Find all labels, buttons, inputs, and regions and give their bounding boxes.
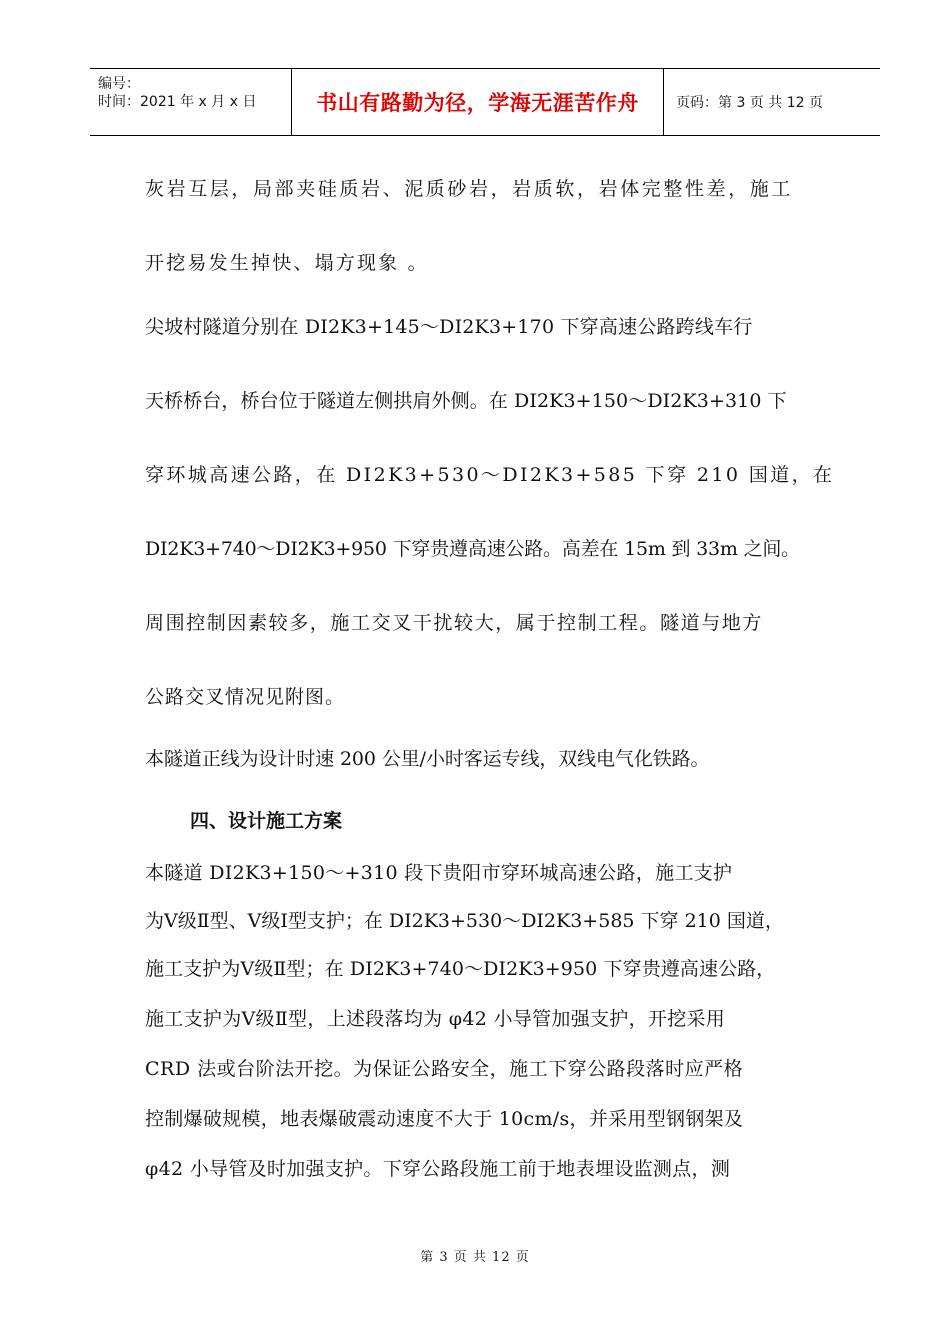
serial-number-label: 编号： — [98, 76, 140, 92]
paragraph-line: 穿环城高速公路，在 DI2K3+530～DI2K3+585 下穿 210 国道，在 — [145, 464, 835, 486]
header-page-number: 页码：第 3 页 共 12 页 — [676, 95, 823, 111]
paragraph-line: 本隧道正线为设计时速 200 公里/小时客运专线，双线电气化铁路。 — [145, 748, 710, 770]
section-line: 施工支护为Ⅴ级Ⅱ型，上述段落均为 φ42 小导管加强支护，开挖采用 — [145, 1008, 726, 1030]
paragraph-line: 公路交叉情况见附图。 — [145, 686, 346, 708]
header-motto: 书山有路勤为径，学海无涯苦作舟 — [316, 91, 639, 115]
header-motto-cell — [292, 69, 664, 135]
section-line: 为Ⅴ级Ⅱ型、Ⅴ级Ⅰ型支护；在 DI2K3+530～DI2K3+585 下穿 210 国道， — [145, 910, 784, 932]
paragraph-line: 开挖易发生掉快、塌方现象 。 — [145, 252, 429, 274]
header-page-cell — [664, 69, 880, 135]
page-header — [90, 68, 880, 136]
paragraph-line: 天桥桥台，桥台位于隧道左侧拱肩外侧。在 DI2K3+150～DI2K3+310 下 — [145, 390, 787, 412]
section-heading: 四、设计施工方案 — [190, 810, 343, 832]
section-line: CRD 法或台阶法开挖。为保证公路安全，施工下穿公路段落时应严格 — [145, 1058, 744, 1080]
paragraph-line: 尖坡村隧道分别在 DI2K3+145～DI2K3+170 下穿高速公路跨线车行 — [145, 316, 753, 338]
section-line: 本隧道 DI2K3+150～+310 段下贵阳市穿环城高速公路，施工支护 — [145, 862, 733, 884]
section-line: 控制爆破规模，地表爆破震动速度不大于 10cm/s，并采用型钢钢架及 — [145, 1108, 744, 1130]
paragraph-line: 周围控制因素较多，施工交叉干扰较大，属于控制工程。隧道与地方 — [145, 612, 764, 634]
header-meta — [90, 69, 292, 135]
page-footer: 第 3 页 共 12 页 — [420, 1250, 530, 1265]
section-line: 施工支护为Ⅴ级Ⅱ型；在 DI2K3+740～DI2K3+950 下穿贵遵高速公路， — [145, 958, 776, 980]
section-line: φ42 小导管及时加强支护。下穿公路段施工前于地表埋设监测点，测 — [145, 1158, 731, 1180]
date-label: 时间：2021 年 x 月 x 日 — [98, 94, 257, 110]
paragraph-line: DI2K3+740～DI2K3+950 下穿贵遵高速公路。高差在 15m 到 33m 之间。 — [145, 538, 800, 560]
paragraph-line: 灰岩互层，局部夹硅质岩、泥质砂岩，岩质软，岩体完整性差，施工 — [145, 178, 794, 200]
